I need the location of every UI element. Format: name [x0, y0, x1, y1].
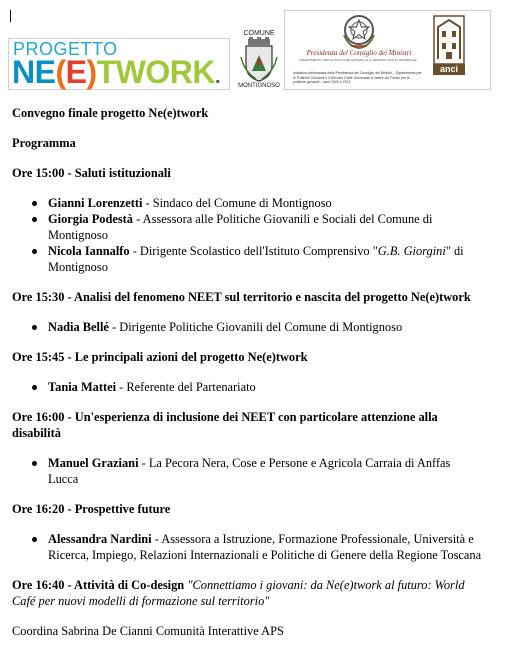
- header-logos: [8, 10, 492, 90]
- gov-title: Presidenza del Consiglio dei Ministri: [306, 49, 412, 57]
- section-heading: Ore 16:00 - Un'esperienza di inclusione dei NEET con particolare attenzione alla disabilità: [12, 410, 438, 440]
- crest-label-bottom: MONTIGNOSO: [238, 83, 280, 89]
- logo-e: E: [65, 54, 87, 90]
- speaker-list: [12, 319, 482, 335]
- document-body: [12, 105, 482, 639]
- speaker-item: [48, 243, 482, 275]
- section-heading: Ore 15:00 - Saluti istituzionali: [12, 166, 171, 180]
- school-name: G.B. Giorgini: [377, 244, 446, 258]
- speaker-list: [12, 531, 482, 563]
- logo-prefix: PROGETTO: [13, 39, 118, 59]
- logo-wordmark: [12, 56, 220, 93]
- speaker-item: [48, 319, 482, 335]
- speaker-role: - Dirigente Politiche Giovanili del Comune di Montignoso: [108, 320, 403, 334]
- crest-label-top: COMUNE: [243, 30, 275, 37]
- gov-note: Iniziativa cofinanziata dalla Presidenza del Consiglio dei Ministri – Dipartimento per le Politiche Giovanili e il Servizio Civile Universale a valere sul Fondo per le politiche giovanili – anni 2020 e 2021: [293, 71, 422, 84]
- logo-ne: NE: [12, 54, 56, 90]
- logo-twork: TWORK: [96, 54, 215, 90]
- speaker-name: Giorgia Podestà: [48, 212, 134, 226]
- codesign-title: "Connettiamo i giovani: da Ne(e)twork al futuro: World Café per nuovi modelli di formazione sul territorio": [12, 578, 465, 608]
- speaker-role: - Referente del Partenariato: [116, 380, 256, 394]
- anci-building-icon: [433, 15, 465, 65]
- government-logo-box: [284, 10, 491, 90]
- montignoso-crest: [236, 30, 282, 90]
- speaker-role-tail: " di Montignoso: [48, 244, 464, 274]
- speaker-role: - Sindaco del Comune di Montignoso: [142, 196, 332, 210]
- crest-shield-icon: [236, 37, 282, 83]
- codesign-paragraph: [12, 577, 482, 609]
- section-heading: Ore 16:20 - Prospettive future: [12, 502, 171, 516]
- speaker-name: Manuel Graziani: [48, 456, 139, 470]
- speaker-role: - La Pecora Nera, Cose e Persone e Agricola Carraia di Anffas Lucca: [48, 456, 451, 486]
- anci-label: anci: [433, 64, 465, 75]
- speaker-role: - Dirigente Scolastico dell'Istituto Comprensivo ": [129, 244, 378, 258]
- speaker-role: - Assessora a Istruzione, Formazione Professionale, Università e Ricerca, Impiego, Relazioni Internazionali e Politiche di Genere della Regione Toscana: [48, 532, 482, 562]
- speaker-list: [12, 455, 482, 487]
- speaker-name: Alessandra Nardini: [48, 532, 152, 546]
- speaker-name: Tania Mattei: [48, 380, 117, 394]
- speaker-item: [48, 379, 482, 395]
- section-heading: Ore 15:45 - Le principali azioni del progetto Ne(e)twork: [12, 350, 308, 364]
- coordinator-line: Coordina Sabrina De Cianni Comunità Interattive APS: [12, 624, 284, 638]
- programma-heading: Programma: [12, 136, 76, 150]
- doc-title: Convegno finale progetto Ne(e)twork: [12, 106, 209, 120]
- speaker-name: Gianni Lorenzetti: [48, 196, 143, 210]
- speaker-name: Nicola Iannalfo: [48, 244, 130, 258]
- section-heading: Ore 15:30 - Analisi del fenomeno NEET sul territorio e nascita del progetto Ne(e)twork: [12, 290, 471, 304]
- italian-emblem-icon: [339, 13, 379, 51]
- logo-dot: .: [214, 66, 221, 88]
- speaker-item: [48, 531, 482, 563]
- speaker-item: [48, 211, 482, 243]
- logo-paren-open: (: [55, 54, 66, 90]
- speaker-list: [12, 195, 482, 275]
- gov-subtitle: DIPARTIMENTO PER LE POLITICHE GIOVANILI E IL SERVIZIO CIVILE UNIVERSALE: [299, 58, 417, 62]
- speaker-list: [12, 379, 482, 395]
- logo-paren-close: ): [86, 54, 97, 90]
- speaker-name: Nadia Bellé: [48, 320, 109, 334]
- speaker-item: [48, 195, 482, 211]
- speaker-role: - Assessora alle Politiche Giovanili e Sociali del Comune di Montignoso: [48, 212, 433, 242]
- speaker-item: [48, 455, 482, 487]
- anci-logo: [433, 15, 465, 75]
- neetwork-logo: [8, 38, 230, 90]
- codesign-heading: Ore 16:40 - Attività di Co-design: [12, 578, 185, 592]
